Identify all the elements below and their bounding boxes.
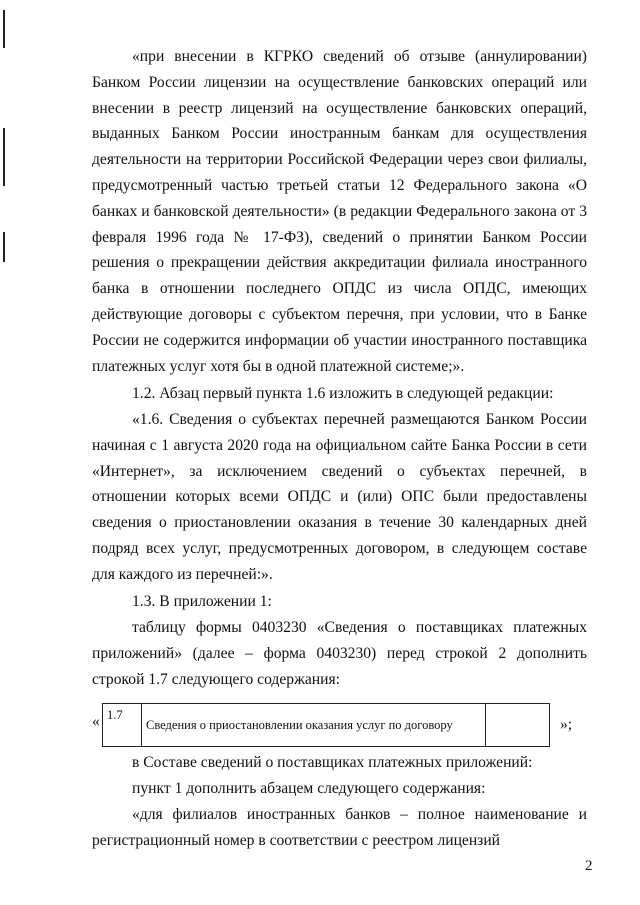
form-row-table bbox=[102, 703, 550, 747]
paragraph-1-2: 1.2. Абзац первый пункта 1.6 изложить в следующей редакции: bbox=[132, 385, 554, 402]
inserted-table-row bbox=[92, 703, 592, 743]
row-description-cell: Сведения о приостановлении оказания услуг по договору bbox=[142, 704, 486, 747]
paragraph-form-0403230: таблицу формы 0403230 «Сведения о поставщиках платежных приложений» (далее – форма 0403230) перед строкой 2 дополнить строкой 1.7 следующего содержания: bbox=[92, 619, 587, 688]
paragraph-point-1: пункт 1 дополнить абзацем следующего содержания: bbox=[132, 780, 486, 797]
paragraph-1-3: 1.3. В приложении 1: bbox=[132, 593, 272, 610]
paragraph-composition: в Составе сведений о поставщиках платежных приложений: bbox=[132, 754, 533, 771]
margin-mark bbox=[3, 10, 5, 48]
paragraph-1-6: «1.6. Сведения о субъектах перечней размещаются Банком России начиная с 1 августа 2020 года на официальном сайте Банка России в сети «Интернет», за исключением сведений о субъектах перечней, в отношении которых всеми ОПДС и (или) ОПС были предоставлены сведения о приостановлении оказания в течение 30 календарных дней подряд всех услуг, предусмотренных договором, в следующем составе для каждого из перечней:». bbox=[92, 411, 587, 583]
margin-mark bbox=[3, 128, 5, 186]
table-row bbox=[103, 704, 550, 747]
row-number-cell: 1.7 bbox=[103, 704, 142, 747]
margin-mark bbox=[3, 232, 5, 262]
paragraph-foreign-branches: «для филиалов иностранных банков – полное наименование и регистрационный номер в соответствии с реестром лицензий bbox=[92, 806, 587, 849]
close-quote: »; bbox=[560, 716, 573, 733]
row-value-cell bbox=[486, 704, 550, 747]
page-number: 2 bbox=[585, 858, 593, 874]
open-quote: « bbox=[92, 713, 100, 730]
paragraph-quote-kgrko: «при внесении в КГРКО сведений об отзыве (аннулировании) Банком России лицензии на осуществление банковских операций или внесении в реестр лицензий на осуществление банковских операций, выданных Банком России иностранным банкам для осуществления деятельности на территории Российской Федерации через свои филиалы, предусмотренный частью третьей статьи 12 Федерального закона «О банках и банковской деятельности» (в редакции Федерального закона от 3 февраля 1996 года № 17-ФЗ), сведений о принятии Банком России решения о прекращении действия аккредитации филиала иностранного банка в отношении последнего ОПДС из числа ОПДС, имеющих действующие договоры с субъектом перечня, при условии, что в Банке России не содержится информации об участии иностранного поставщика платежных услуг хотя бы в одной платежной системе;». bbox=[92, 48, 587, 375]
